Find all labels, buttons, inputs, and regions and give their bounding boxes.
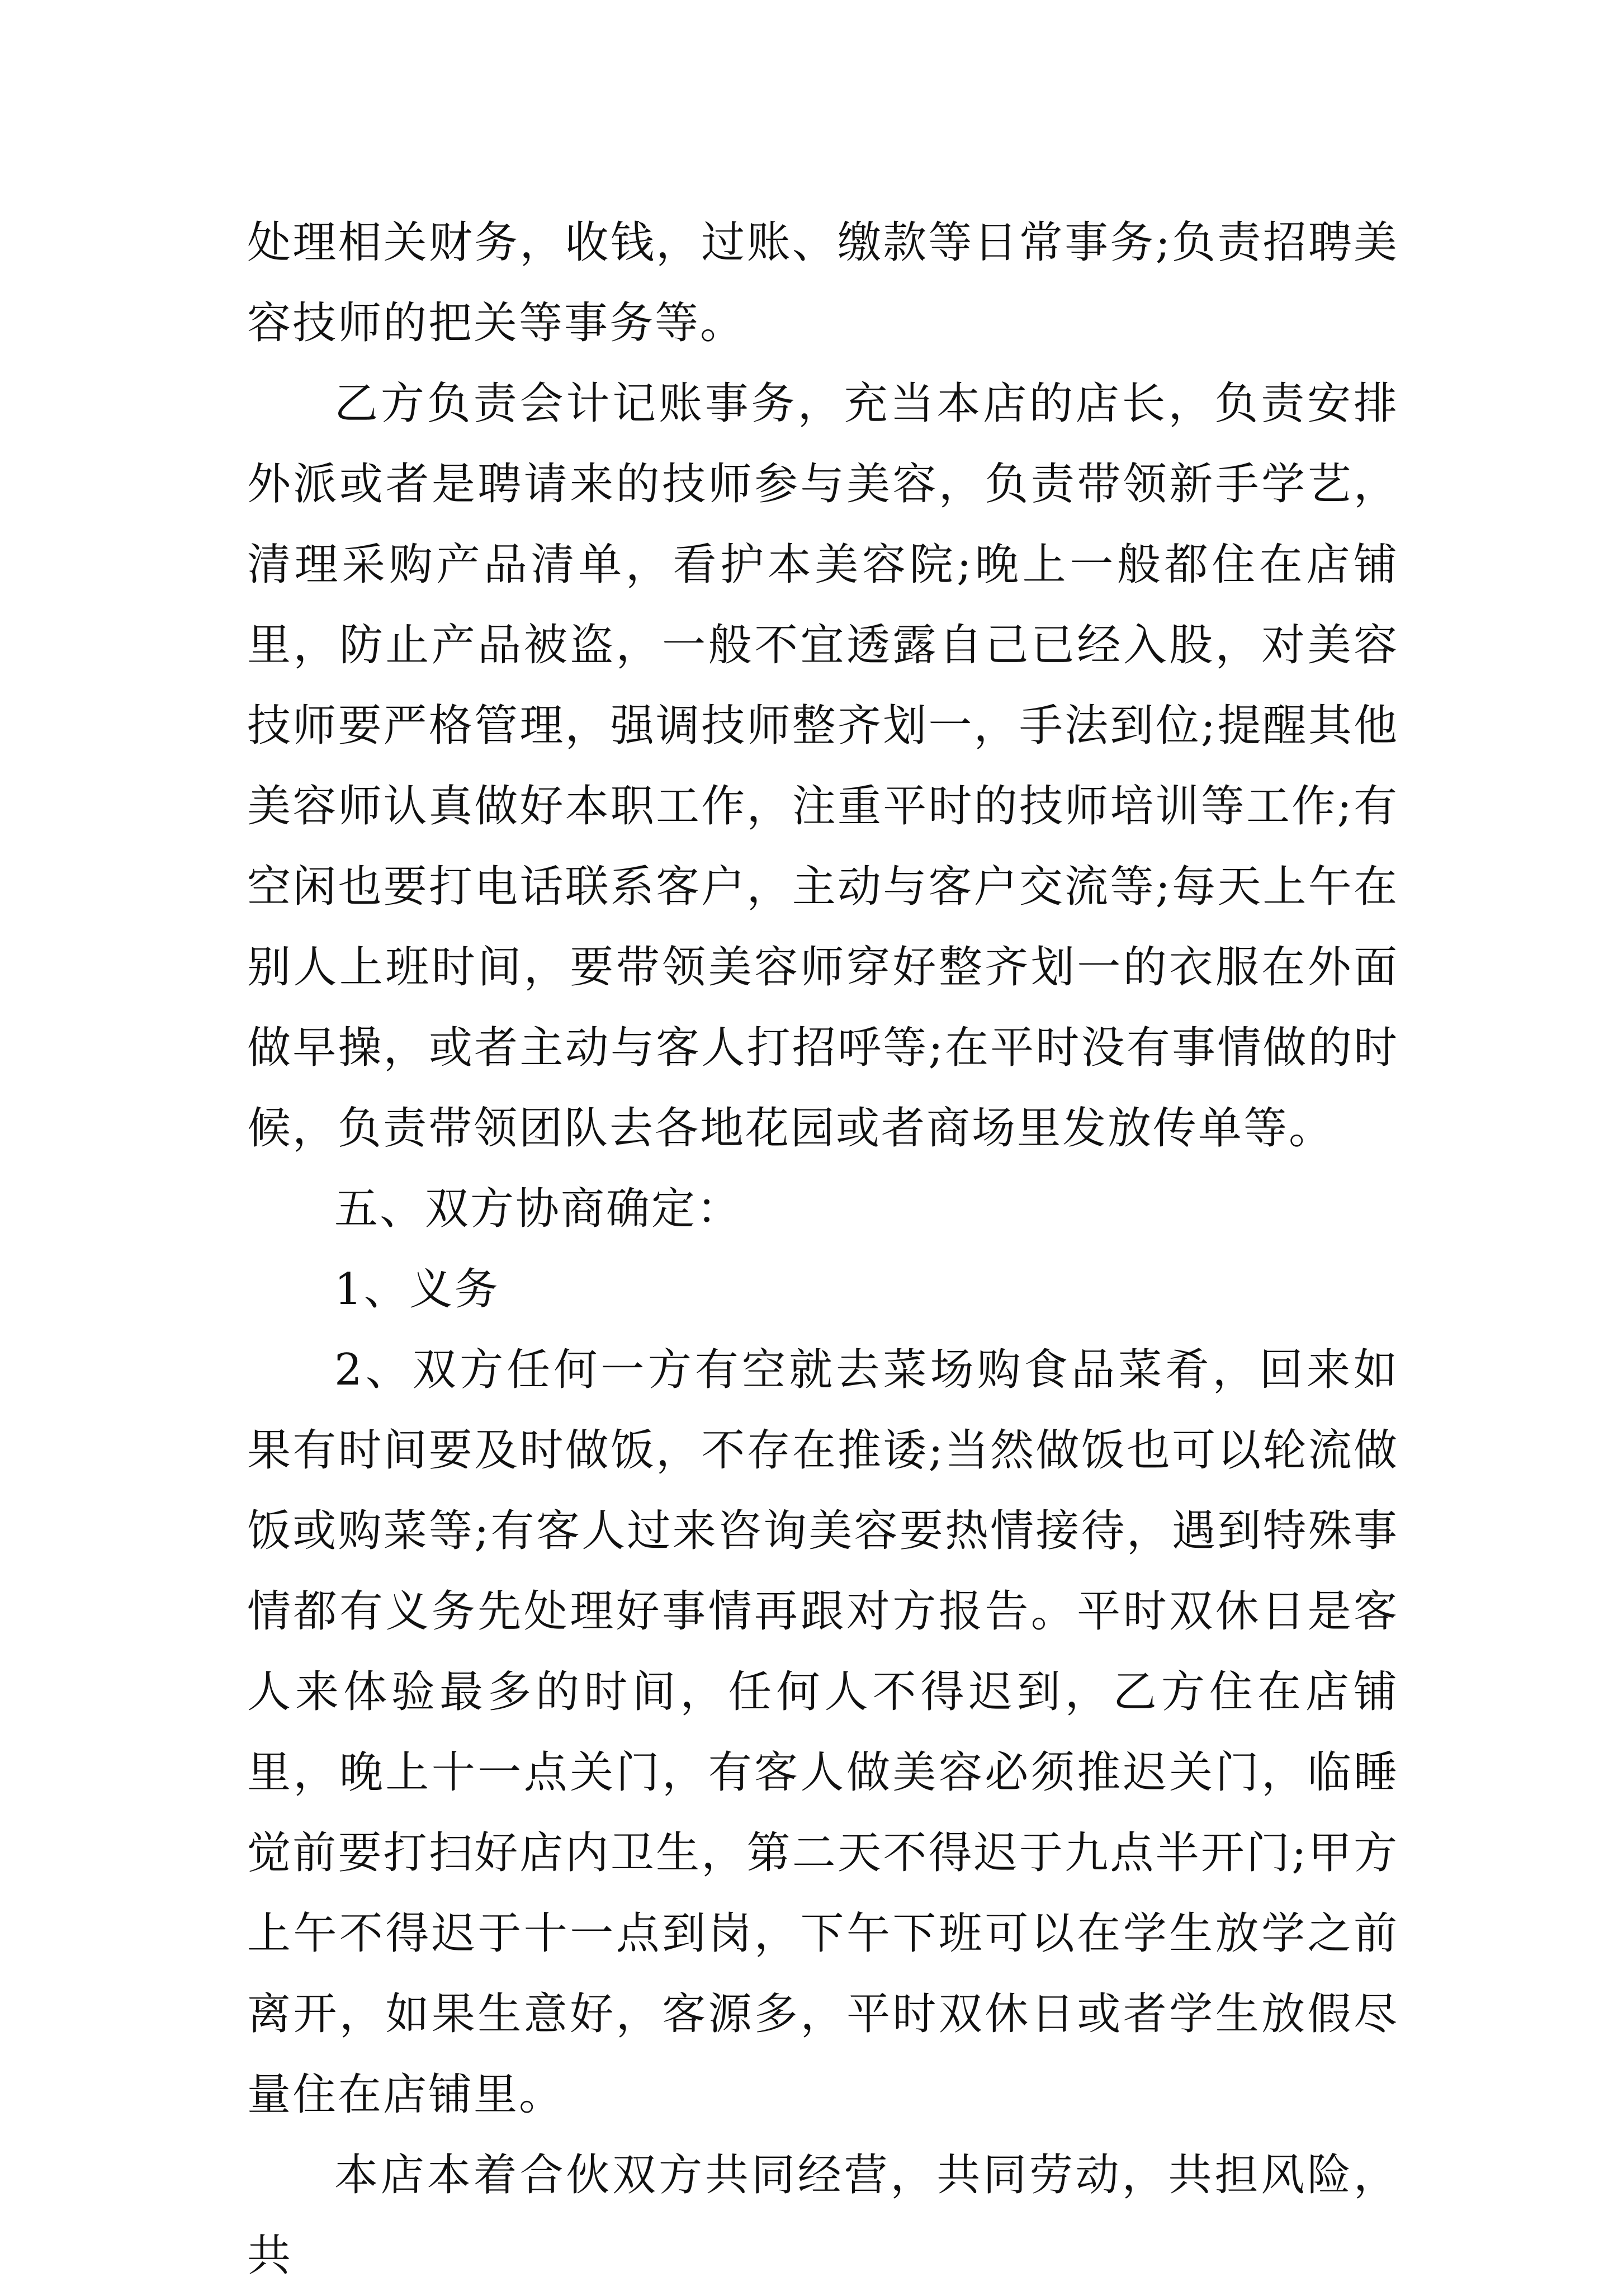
paragraph-party-b-duties: 乙方负责会计记账事务，充当本店的店长，负责安排外派或者是聘请来的技师参与美容，负责带领新手学艺，清理采购产品清单，看护本美容院;晚上一般都住在店铺里，防止产品被盗，一般不宜透露自己已经入股，对美容技师要严格管理，强调技师整齐划一，手法到位;提醒其他美容师认真做好本职工作，注重平时的技师培训等工作;有空闲也要打电话联系客户，主动与客户交流等;每天上午在别人上班时间，要带领美容师穿好整齐划一的衣服在外面做早操，或者主动与客人打招呼等;在平时没有事情做的时候，负责带领团队去各地花园或者商场里发放传单等。 xyxy=(247,379,1399,1154)
paragraph-item-2: 2、双方任何一方有空就去菜场购食品菜肴，回来如果有时间要及时做饭，不存在推诿;当然做饭也可以轮流做饭或购菜等;有客人过来咨询美容要热情接待，遇到特殊事情都有义务先处理好事情再跟对方报告。平时双休日是客人来体验最多的时间，任何人不得迟到，乙方住在店铺里，晚上十一点关门，有客人做美容必须推迟关门，临睡觉前要打扫好店内卫生，第二天不得迟于九点半开门;甲方上午不得迟于十一点到岗，下午下班可以在学生放学之前离开，如果生意好，客源多，平时双休日或者学生放假尽量住在店铺里。 xyxy=(247,1345,1399,2120)
paragraph-continuation: 处理相关财务，收钱，过账、缴款等日常事务;负责招聘美容技师的把关等事务等。 xyxy=(247,218,1399,348)
section-heading-mutual-agreement: 五、双方协商确定： xyxy=(334,1184,742,1234)
list-item-obligations: 1、义务 xyxy=(334,1264,500,1315)
document-body xyxy=(247,202,1399,2296)
paragraph-closing-fragment: 本店本着合伙双方共同经营，共同劳动，共担风险，共 xyxy=(247,2150,1399,2281)
